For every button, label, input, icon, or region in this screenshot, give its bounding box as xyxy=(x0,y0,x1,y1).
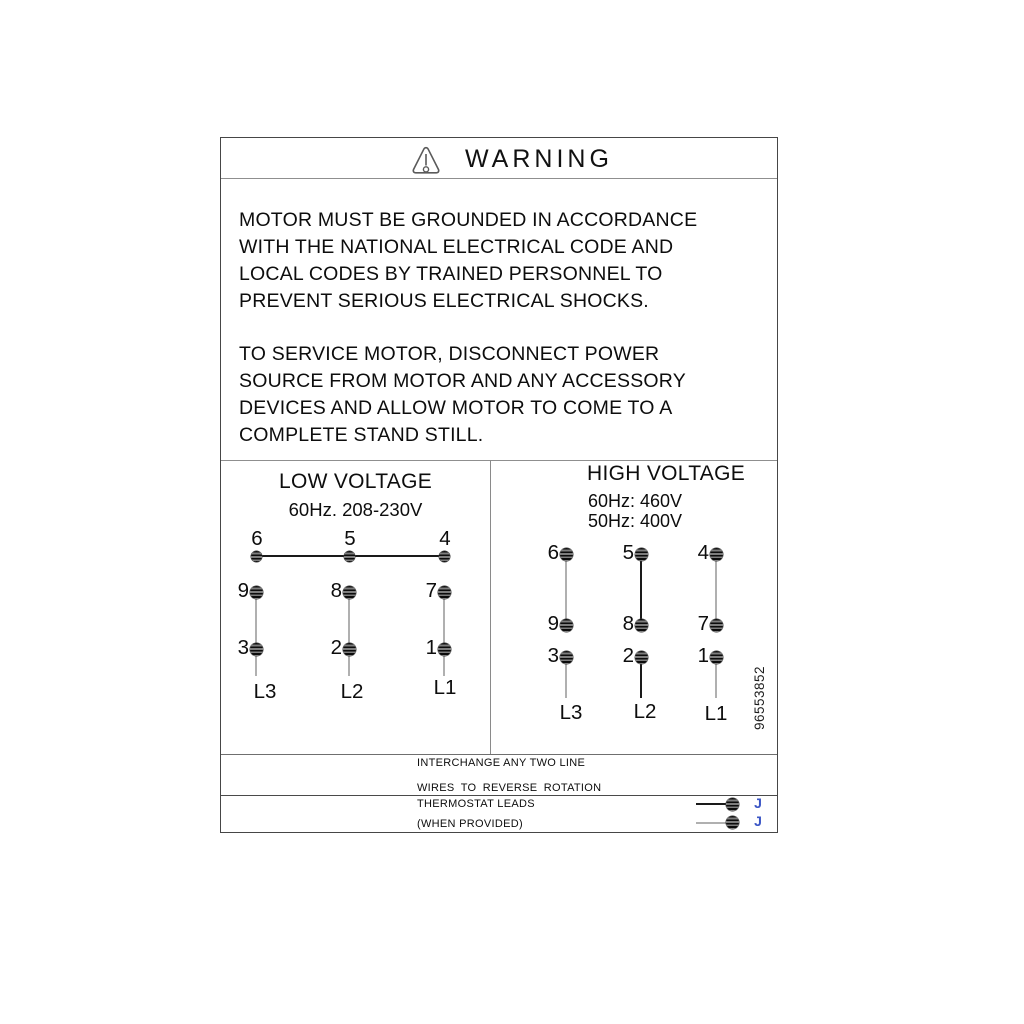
terminal-dot-8 xyxy=(343,586,356,599)
text-line: MOTOR MUST BE GROUNDED IN ACCORDANCE xyxy=(239,209,698,231)
terminal-number-8: 8 xyxy=(330,579,342,602)
terminal-dot-9 xyxy=(250,586,263,599)
wire xyxy=(443,592,445,676)
terminal-number-5: 5 xyxy=(344,527,356,550)
terminal-number-6: 6 xyxy=(547,541,559,564)
terminal-number-7: 7 xyxy=(697,612,709,635)
thermostat-lead-wire-1 xyxy=(696,803,726,805)
line-lead-L3: L3 xyxy=(253,680,277,703)
thermostat-lead-dot-1 xyxy=(726,798,739,811)
wire xyxy=(255,592,257,676)
warning-paragraph-1 xyxy=(239,207,759,315)
terminal-dot-8 xyxy=(635,619,648,632)
low-voltage-subtitle: 60Hz. 208-230V xyxy=(288,499,423,520)
terminal-dot-6 xyxy=(560,548,573,561)
line-lead-L1: L1 xyxy=(704,702,728,725)
high-voltage-subtitle xyxy=(588,491,682,531)
terminal-dot-7 xyxy=(710,619,723,632)
text-line: SOURCE FROM MOTOR AND ANY ACCESSORY xyxy=(239,370,686,392)
terminal-dot-2 xyxy=(343,643,356,656)
line-lead-L1: L1 xyxy=(433,676,457,699)
high-voltage-title: HIGH VOLTAGE xyxy=(587,462,746,485)
part-number: 96553852 xyxy=(752,665,767,731)
terminal-number-2: 2 xyxy=(330,636,342,659)
text-line: 50Hz: 400V xyxy=(588,511,683,531)
low-voltage-diagram xyxy=(221,460,490,754)
thermostat-note-line-1: THERMOSTAT LEADS xyxy=(417,798,535,810)
terminal-number-9: 9 xyxy=(547,612,559,635)
text-line: TO SERVICE MOTOR, DISCONNECT POWER xyxy=(239,343,660,365)
thermostat-lead-wire-2 xyxy=(696,822,726,824)
text-line: COMPLETE STAND STILL. xyxy=(239,424,484,446)
terminal-number-2: 2 xyxy=(622,644,634,667)
text-line: LOCAL CODES BY TRAINED PERSONNEL TO xyxy=(239,263,663,285)
header-divider xyxy=(221,178,777,179)
text-line: 60Hz: 460V xyxy=(588,491,683,511)
warning-triangle-icon xyxy=(411,145,441,176)
rotation-note-line-1: INTERCHANGE ANY TWO LINE xyxy=(417,757,586,769)
wire xyxy=(348,592,350,676)
terminal-dot-9 xyxy=(560,619,573,632)
wire xyxy=(715,554,717,625)
terminal-dot-7 xyxy=(438,586,451,599)
terminal-number-8: 8 xyxy=(622,612,634,635)
terminal-dot-1 xyxy=(710,651,723,664)
header xyxy=(221,138,777,178)
motor-warning-label xyxy=(220,137,778,833)
terminal-number-6: 6 xyxy=(251,527,263,550)
thermostat-divider xyxy=(221,795,777,796)
text-line: DEVICES AND ALLOW MOTOR TO COME TO A xyxy=(239,397,673,419)
line-lead-L2: L2 xyxy=(633,700,657,723)
text-line: PREVENT SERIOUS ELECTRICAL SHOCKS. xyxy=(239,290,649,312)
terminal-number-5: 5 xyxy=(622,541,634,564)
rotation-note-line-2: WIRES TO REVERSE ROTATION xyxy=(417,782,602,794)
terminal-number-4: 4 xyxy=(439,527,451,550)
terminal-dot-5 xyxy=(635,548,648,561)
text-line: WITH THE NATIONAL ELECTRICAL CODE AND xyxy=(239,236,674,258)
warning-text xyxy=(239,207,759,449)
terminal-dot-4 xyxy=(439,551,450,562)
terminal-number-4: 4 xyxy=(697,541,709,564)
thermostat-note-line-2: (WHEN PROVIDED) xyxy=(417,818,523,830)
warning-paragraph-2 xyxy=(239,341,759,449)
terminal-dot-1 xyxy=(438,643,451,656)
terminal-dot-3 xyxy=(560,651,573,664)
terminal-number-9: 9 xyxy=(237,579,249,602)
wire xyxy=(565,554,567,625)
terminal-dot-5 xyxy=(344,551,355,562)
diagram-footer-divider xyxy=(221,754,777,755)
thermostat-lead-label-2: J xyxy=(754,813,762,829)
wire xyxy=(640,554,642,625)
terminal-number-3: 3 xyxy=(547,644,559,667)
line-lead-L2: L2 xyxy=(340,680,364,703)
low-voltage-title: LOW VOLTAGE xyxy=(278,470,433,493)
terminal-dot-6 xyxy=(251,551,262,562)
terminal-number-1: 1 xyxy=(425,636,437,659)
warning-title: WARNING xyxy=(465,145,613,173)
terminal-number-3: 3 xyxy=(237,636,249,659)
thermostat-lead-dot-2 xyxy=(726,816,739,829)
terminal-number-7: 7 xyxy=(425,579,437,602)
high-voltage-diagram xyxy=(490,460,777,754)
thermostat-lead-label-1: J xyxy=(754,795,762,811)
terminal-dot-4 xyxy=(710,548,723,561)
terminal-dot-3 xyxy=(250,643,263,656)
terminal-number-1: 1 xyxy=(697,644,709,667)
terminal-dot-2 xyxy=(635,651,648,664)
line-lead-L3: L3 xyxy=(559,701,583,724)
